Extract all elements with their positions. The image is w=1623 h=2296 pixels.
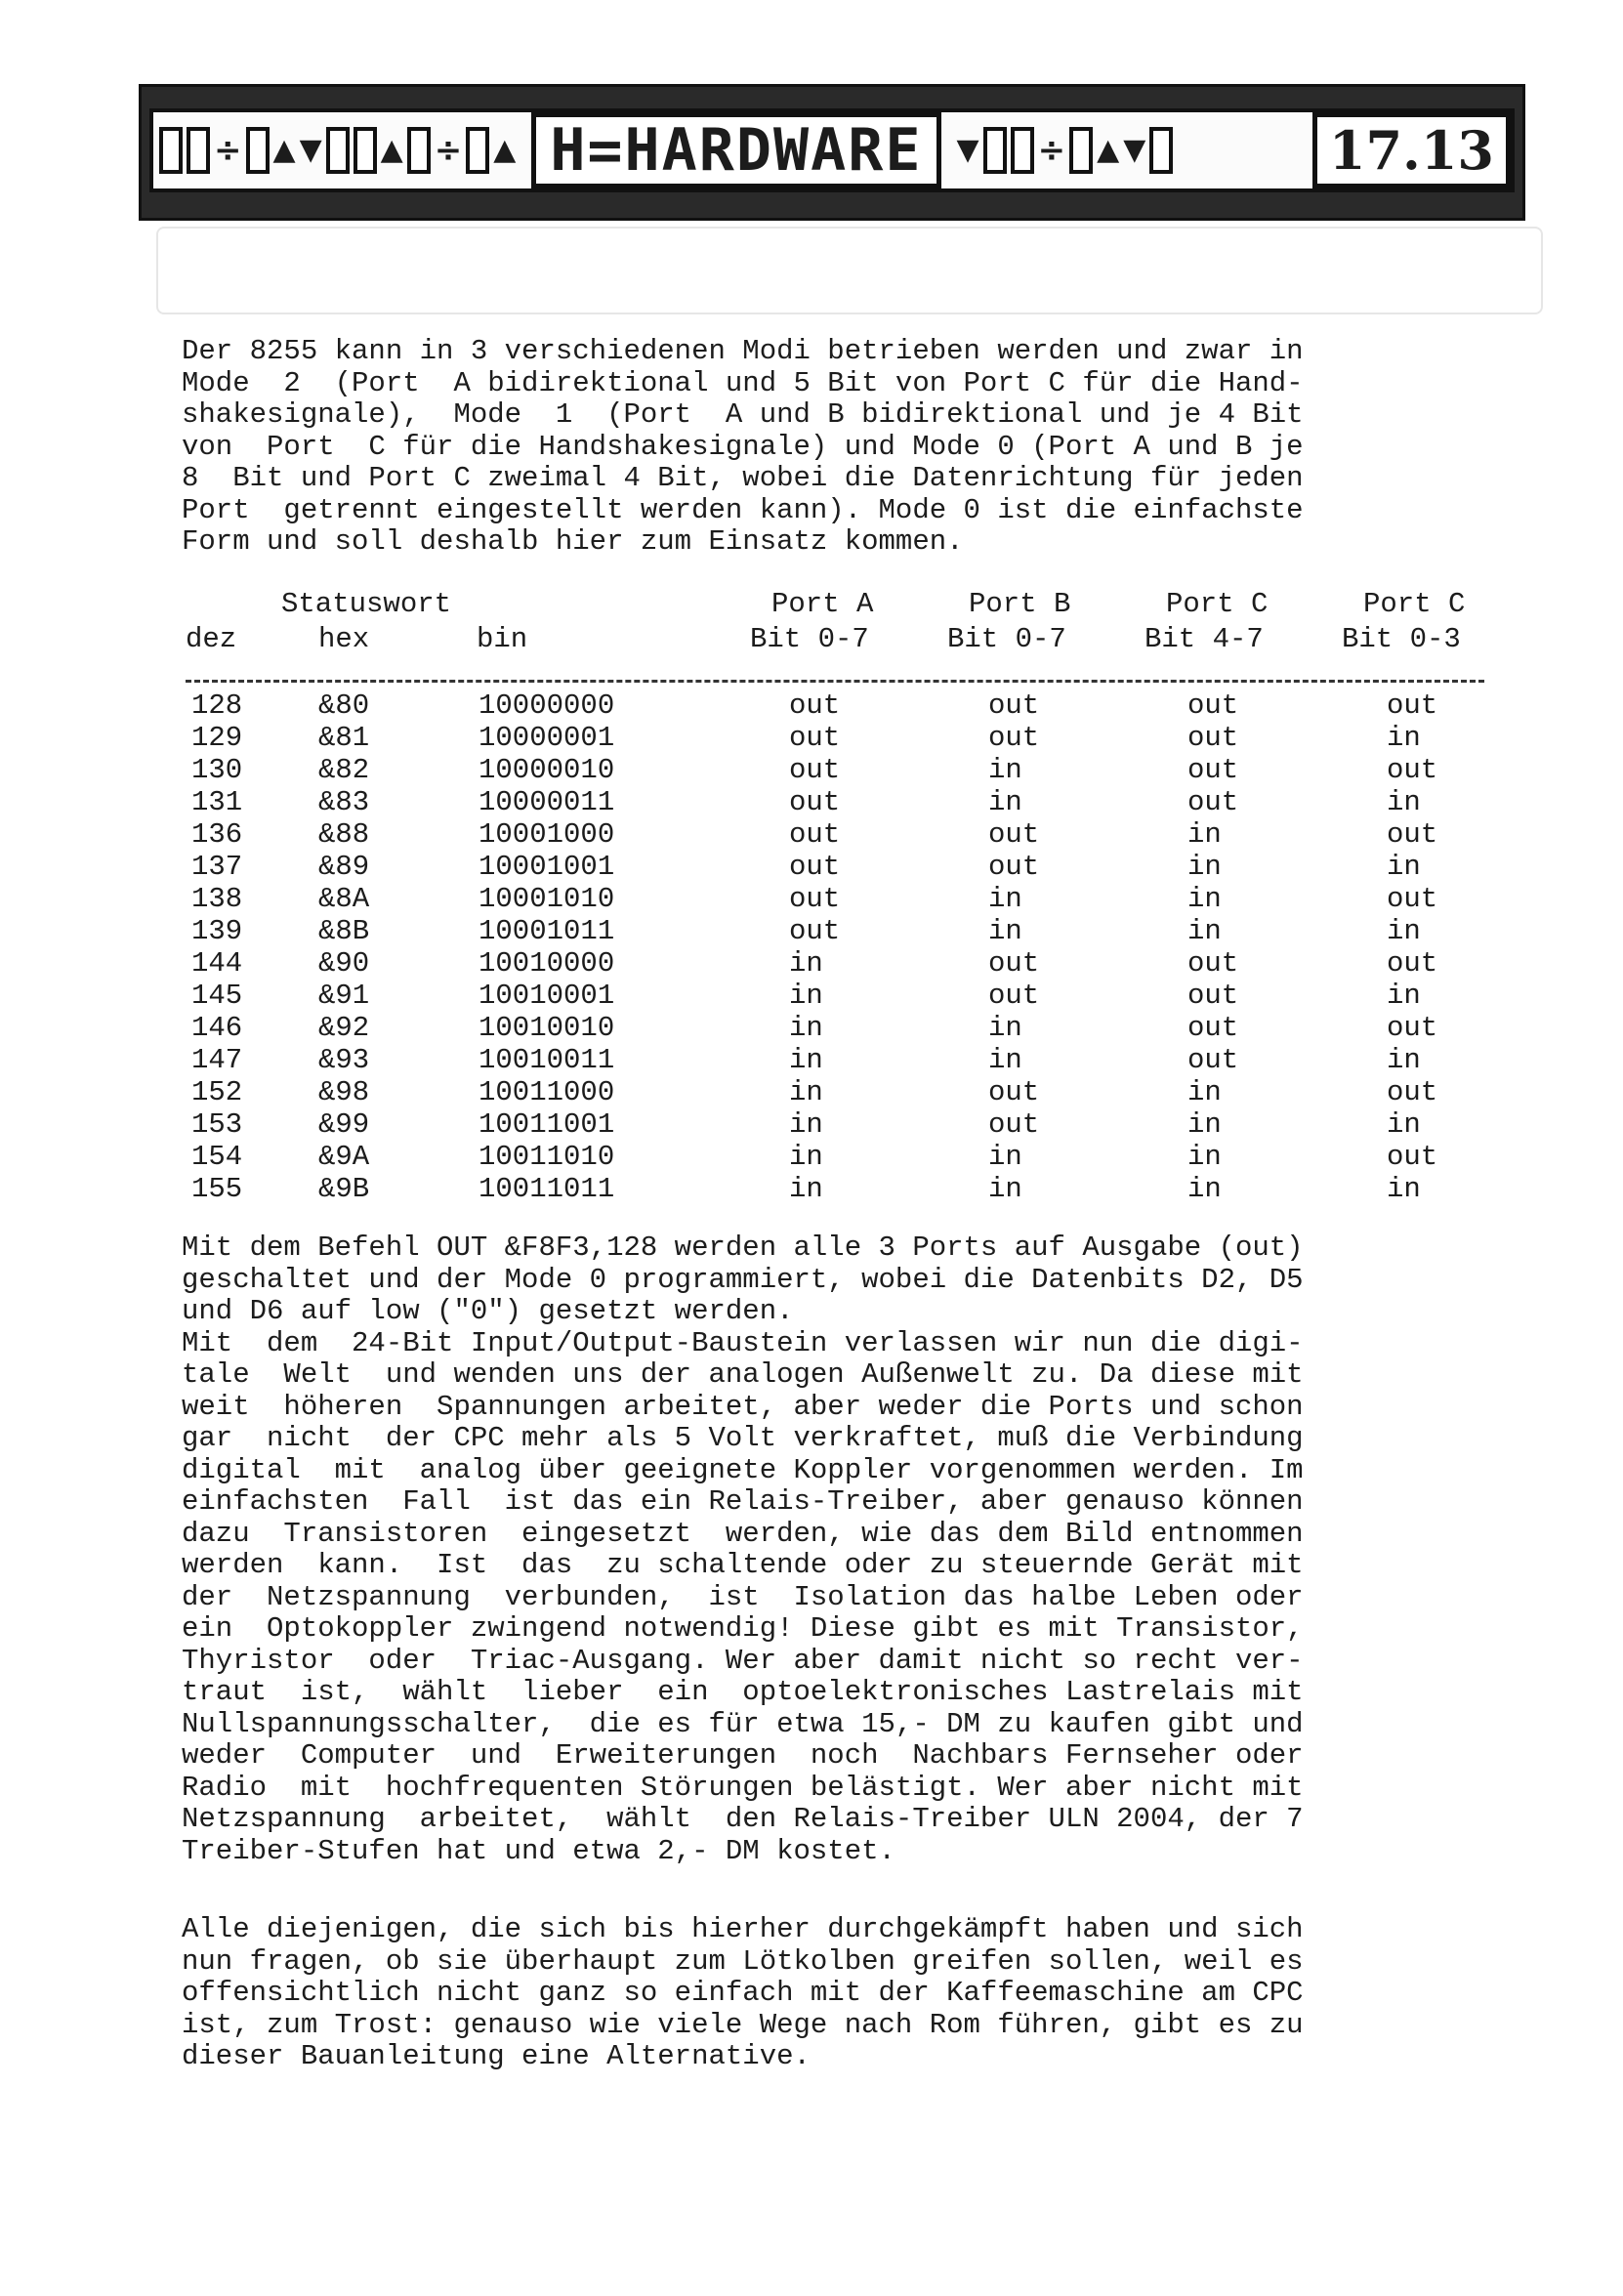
port-c-low-label: Port C: [1363, 588, 1466, 620]
port-b-cell: in: [988, 915, 1022, 947]
hex-cell: &98: [318, 1076, 370, 1108]
section-title-box: [531, 112, 940, 188]
hex-cell: &9B: [318, 1173, 370, 1205]
bin-cell: 10011010: [479, 1141, 615, 1173]
bin-cell: 10000010: [479, 754, 615, 786]
dez-cell: 138: [191, 883, 243, 915]
bin-cell: 10001000: [479, 818, 615, 851]
port-a-cell: out: [789, 689, 841, 722]
port-c-high-cell: out: [1187, 947, 1239, 980]
port-c-low-cell: in: [1387, 1044, 1421, 1076]
port-c-low-cell: out: [1387, 1012, 1438, 1044]
table-row: [182, 722, 1490, 754]
port-c-high-cell: out: [1187, 689, 1239, 722]
mode-table-body: [182, 689, 1490, 1205]
port-b-cell: in: [988, 1044, 1022, 1076]
table-row: [182, 915, 1490, 947]
dez-cell: 152: [191, 1076, 243, 1108]
header-banner-inner: [149, 108, 1515, 192]
port-b-cell: in: [988, 1012, 1022, 1044]
hex-cell: &93: [318, 1044, 370, 1076]
port-b-cell: in: [988, 754, 1022, 786]
port-b-bits: Bit 0-7: [947, 623, 1066, 655]
port-a-cell: in: [789, 1141, 823, 1173]
port-c-high-cell: out: [1187, 980, 1239, 1012]
dez-cell: 146: [191, 1012, 243, 1044]
dez-cell: 147: [191, 1044, 243, 1076]
port-c-high-cell: in: [1187, 883, 1222, 915]
bin-cell: 10011000: [479, 1076, 615, 1108]
hex-cell: &8B: [318, 915, 370, 947]
table-divider: [186, 680, 1484, 683]
port-a-cell: in: [789, 1076, 823, 1108]
statuswort-label: Statuswort: [281, 588, 452, 620]
port-b-cell: out: [988, 722, 1040, 754]
port-c-low-cell: out: [1387, 947, 1438, 980]
section-title: H=HARDWARE: [550, 116, 923, 185]
hex-cell: &92: [318, 1012, 370, 1044]
port-c-high-cell: in: [1187, 818, 1222, 851]
bin-cell: 10011001: [479, 1108, 615, 1141]
dez-cell: 136: [191, 818, 243, 851]
capacitor-icon: ÷: [1037, 131, 1066, 170]
port-c-high-cell: in: [1187, 1141, 1222, 1173]
diode-icon: ▲: [380, 133, 403, 167]
table-row: [182, 689, 1490, 722]
port-b-cell: in: [988, 1141, 1022, 1173]
port-c-high-cell: in: [1187, 1108, 1222, 1141]
table-row: [182, 1173, 1490, 1205]
table-row: [182, 786, 1490, 818]
diode-icon: ▲: [272, 133, 296, 167]
port-a-cell: out: [789, 818, 841, 851]
port-c-low-cell: in: [1387, 722, 1421, 754]
resistor-icon: [1149, 127, 1173, 174]
bin-cell: 10000011: [479, 786, 615, 818]
hex-cell: &81: [318, 722, 370, 754]
capacitor-icon: ÷: [214, 131, 242, 170]
bin-cell: 10011011: [479, 1173, 615, 1205]
banner-shadow: [156, 227, 1543, 314]
bin-label: bin: [477, 623, 528, 655]
port-b-cell: out: [988, 1108, 1040, 1141]
table-row: [182, 1076, 1490, 1108]
resistor-icon: [246, 127, 270, 174]
table-row: [182, 851, 1490, 883]
port-a-cell: out: [789, 883, 841, 915]
dez-cell: 154: [191, 1141, 243, 1173]
diode-icon: ▲: [493, 133, 517, 167]
port-a-cell: in: [789, 1108, 823, 1141]
hex-cell: &9A: [318, 1141, 370, 1173]
dez-cell: 155: [191, 1173, 243, 1205]
hex-cell: &8A: [318, 883, 370, 915]
dez-cell: 131: [191, 786, 243, 818]
port-b-cell: in: [988, 786, 1022, 818]
bin-cell: 10010011: [479, 1044, 615, 1076]
bin-cell: 10010000: [479, 947, 615, 980]
dez-cell: 129: [191, 722, 243, 754]
port-a-cell: in: [789, 1012, 823, 1044]
port-c-high-label: Port C: [1166, 588, 1269, 620]
circuit-symbols-right: [951, 116, 1180, 185]
dez-cell: 153: [191, 1108, 243, 1141]
port-a-cell: in: [789, 1173, 823, 1205]
dez-cell: 137: [191, 851, 243, 883]
resistor-icon: [466, 127, 489, 174]
hex-cell: &82: [318, 754, 370, 786]
capacitor-icon: ÷: [434, 131, 463, 170]
hex-cell: &99: [318, 1108, 370, 1141]
diode-icon: ▼: [956, 133, 979, 167]
port-b-cell: out: [988, 818, 1040, 851]
resistor-icon: [1069, 127, 1093, 174]
port-c-low-cell: out: [1387, 1141, 1438, 1173]
resistor-icon: [407, 127, 431, 174]
port-c-high-cell: in: [1187, 1076, 1222, 1108]
resistor-icon: [159, 127, 183, 174]
table-row: [182, 947, 1490, 980]
port-c-low-cell: in: [1387, 1173, 1421, 1205]
dez-label: dez: [186, 623, 237, 655]
table-row: [182, 1141, 1490, 1173]
table-row: [182, 980, 1490, 1012]
hex-cell: &89: [318, 851, 370, 883]
port-c-low-cell: in: [1387, 786, 1421, 818]
port-b-cell: out: [988, 689, 1040, 722]
dez-cell: 128: [191, 689, 243, 722]
port-a-bits: Bit 0-7: [750, 623, 869, 655]
dez-cell: 130: [191, 754, 243, 786]
port-a-cell: out: [789, 786, 841, 818]
port-c-low-cell: in: [1387, 851, 1421, 883]
port-a-label: Port A: [771, 588, 874, 620]
bin-cell: 10010001: [479, 980, 615, 1012]
port-c-low-cell: out: [1387, 883, 1438, 915]
port-c-low-cell: out: [1387, 1076, 1438, 1108]
table-row: [182, 818, 1490, 851]
port-c-high-bits: Bit 4-7: [1144, 623, 1264, 655]
port-a-cell: out: [789, 915, 841, 947]
dez-cell: 139: [191, 915, 243, 947]
port-c-low-bits: Bit 0-3: [1342, 623, 1461, 655]
port-a-cell: in: [789, 980, 823, 1012]
port-c-low-cell: in: [1387, 915, 1421, 947]
diode-icon: ▲: [1097, 133, 1120, 167]
bin-cell: 10001010: [479, 883, 615, 915]
table-row: [182, 883, 1490, 915]
bin-cell: 10000001: [479, 722, 615, 754]
hex-cell: &90: [318, 947, 370, 980]
table-row: [182, 754, 1490, 786]
port-c-high-cell: out: [1187, 754, 1239, 786]
circuit-symbols-left: [153, 116, 521, 185]
port-b-cell: in: [988, 883, 1022, 915]
hex-cell: &91: [318, 980, 370, 1012]
port-c-low-cell: in: [1387, 980, 1421, 1012]
closing-paragraph: Alle diejenigen, die sich bis hierher durchgekämpft haben und sich nun fragen, ob sie überhaupt zum Lötkolben greifen sollen, weil es offensichtlich nicht ganz so einfach mit der Kaffeemaschine am CPC ist, zum Trost: genauso wie viele Wege nach Rom führen, gibt es zu dieser Bauanleitung eine Alternative.: [182, 1913, 1304, 2072]
resistor-icon: [326, 127, 350, 174]
resistor-icon: [187, 127, 210, 174]
table-header: [182, 578, 1490, 672]
table-row: [182, 1108, 1490, 1141]
bin-cell: 10001001: [479, 851, 615, 883]
table-row: [182, 1012, 1490, 1044]
port-c-low-cell: out: [1387, 754, 1438, 786]
port-c-high-cell: out: [1187, 786, 1239, 818]
diode-icon: ▼: [299, 133, 322, 167]
diode-icon: ▼: [1123, 133, 1146, 167]
port-a-cell: in: [789, 947, 823, 980]
port-b-cell: out: [988, 1076, 1040, 1108]
body-paragraph: Mit dem Befehl OUT &F8F3,128 werden alle 3 Ports auf Ausgabe (out) geschaltet und der Mode 0 programmiert, wobei die Datenbits D2, D5 und D6 auf low ("0") gesetzt werden. Mit dem 24-Bit Input/Output-Baustein verlassen wir nun die digi- tale Welt und wenden uns der analogen Außenwelt zu. Da diese mit weit höheren Spannungen arbeitet, aber weder die Ports und schon gar nicht der CPC mehr als 5 Volt verkraftet, muß die Verbindung digital mit analog über geeignete Koppler vorgenommen werden. Im einfachsten Fall ist das ein Relais-Treiber, aber genauso können dazu Transistoren eingesetzt werden, wie das dem Bild entnommen werden kann. Ist das zu schaltende oder zu steuernde Gerät mit der Netzspannung verbunden, ist Isolation das halbe Leben oder ein Optokoppler zwingend notwendig! Diese gibt es mit Transistor, Thyristor oder Triac-Ausgang. Wer aber damit nicht so recht ver- traut ist, wählt lieber ein optoelektronisches Lastrelais mit Nullspannungsschalter, die es für etwa 15,- DM zu kaufen gibt und weder Computer und Erweiterungen noch Nachbars Fernseher oder Radio mit hochfrequenten Störungen belästigt. Wer aber nicht mit Netzspannung arbeitet, wählt den Relais-Treiber ULN 2004, der 7 Treiber-Stufen hat und etwa 2,- DM kostet.: [182, 1231, 1304, 1867]
port-a-cell: out: [789, 722, 841, 754]
port-b-cell: in: [988, 1173, 1022, 1205]
resistor-icon: [1011, 127, 1034, 174]
port-c-low-cell: out: [1387, 689, 1438, 722]
port-b-cell: out: [988, 980, 1040, 1012]
port-b-cell: out: [988, 947, 1040, 980]
dez-cell: 144: [191, 947, 243, 980]
hex-label: hex: [318, 623, 370, 655]
bin-cell: 10001011: [479, 915, 615, 947]
port-c-low-cell: out: [1387, 818, 1438, 851]
bin-cell: 10010010: [479, 1012, 615, 1044]
port-a-cell: out: [789, 851, 841, 883]
port-c-high-cell: out: [1187, 1044, 1239, 1076]
port-a-cell: in: [789, 1044, 823, 1076]
port-c-high-cell: out: [1187, 722, 1239, 754]
port-c-high-cell: in: [1187, 1173, 1222, 1205]
bin-cell: 10000000: [479, 689, 615, 722]
port-c-high-cell: in: [1187, 915, 1222, 947]
port-b-cell: out: [988, 851, 1040, 883]
resistor-icon: [983, 127, 1007, 174]
dez-cell: 145: [191, 980, 243, 1012]
hex-cell: &88: [318, 818, 370, 851]
table-row: [182, 1044, 1490, 1076]
hex-cell: &83: [318, 786, 370, 818]
hex-cell: &80: [318, 689, 370, 722]
port-c-high-cell: out: [1187, 1012, 1239, 1044]
intro-paragraph: Der 8255 kann in 3 verschiedenen Modi betrieben werden und zwar in Mode 2 (Port A bidirektional und 5 Bit von Port C für die Hand- shakesignale), Mode 1 (Port A und B bidirektional und je 4 Bit von Port C für die Handshakesignale) und Mode 0 (Port A und B je 8 Bit und Port C zweimal 4 Bit, wobei die Datenrichtung für jeden Port getrennt eingestellt werden kann). Mode 0 ist die einfachste Form und soll deshalb hier zum Einsatz kommen.: [182, 335, 1304, 558]
port-b-label: Port B: [969, 588, 1071, 620]
page-number: 17.13: [1312, 112, 1511, 188]
port-a-cell: out: [789, 754, 841, 786]
resistor-icon: [354, 127, 377, 174]
port-c-low-cell: in: [1387, 1108, 1421, 1141]
header-banner: [139, 84, 1525, 221]
port-c-high-cell: in: [1187, 851, 1222, 883]
